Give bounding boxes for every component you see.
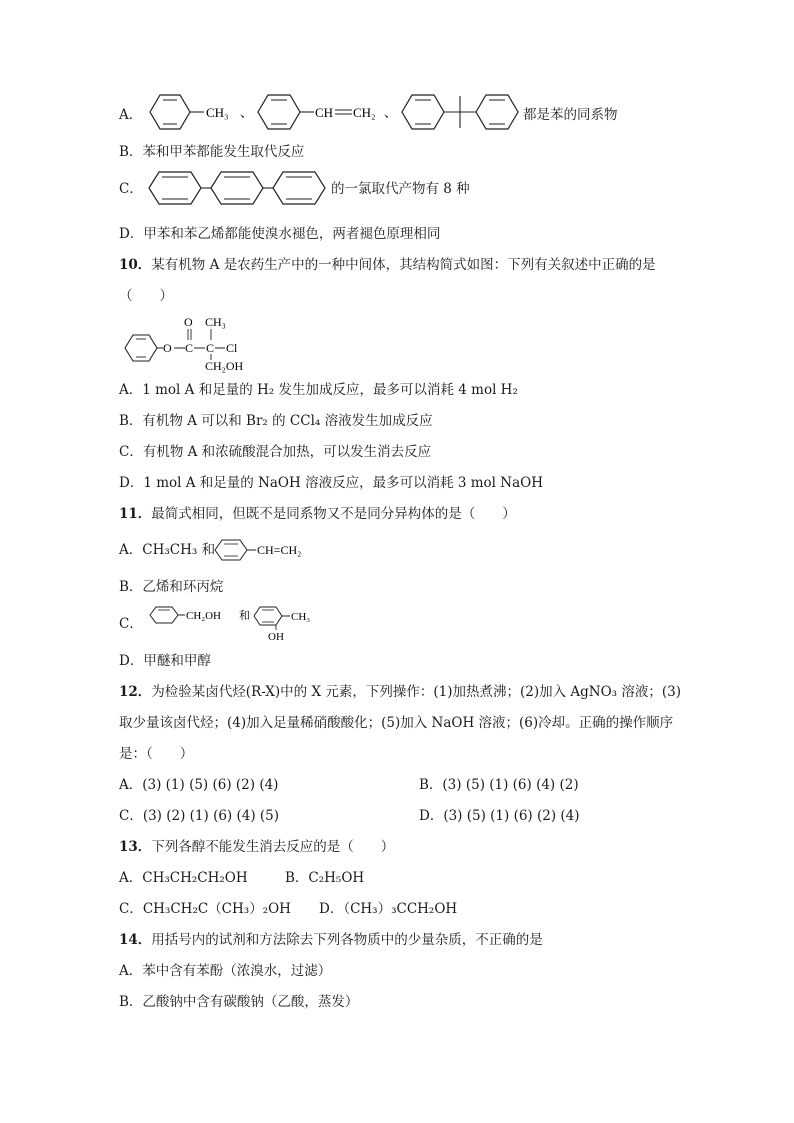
q9-a-sep2: 、	[384, 105, 398, 120]
q11-stem-text: 最简式相同，但既不是同系物又不是同分异构体的是（ ）	[151, 506, 516, 522]
q10-o-top: O	[184, 315, 193, 329]
q12-stem-line1	[119, 682, 681, 702]
benzene-ring-icon	[125, 335, 157, 361]
q13-option-a: A．CH₃CH₂CH₂OH	[119, 870, 248, 886]
q10-ch2oh: CH₂OH	[205, 359, 244, 373]
q10-stem-text: 某有机物 A 是农药生产中的一种中间体，其结构简式如图：下列有关叙述中正确的是	[151, 257, 656, 273]
benzene-ring-icon	[150, 607, 178, 623]
q10-structure	[119, 312, 269, 374]
q11-option-d: D．甲醚和甲醇	[119, 653, 211, 669]
q10-o-link: O	[163, 341, 172, 355]
q10-cl: Cl	[226, 341, 238, 355]
q13-stem	[119, 837, 394, 857]
q13-number: 13．	[119, 839, 152, 855]
q10-number: 10．	[119, 257, 152, 273]
benzene-ring-icon	[258, 95, 300, 129]
q14-number: 14．	[119, 932, 152, 948]
q10-c2: C	[206, 341, 215, 355]
q12-stem-line2: 取少量该卤代烃；(4)加入足量稀硝酸酸化；(5)加入 NaOH 溶液；(6)冷却。正确的操作顺序	[119, 715, 674, 731]
q12-stem-text1: 为检验某卤代烃(R-X)中的 X 元素，下列操作：(1)加热煮沸；(2)加入 AgNO₃ 溶液；(3)	[151, 684, 682, 700]
q9-a-ch: CH	[315, 105, 334, 120]
q14-stem	[119, 930, 543, 950]
q14-stem-text: 用括号内的试剂和方法除去下列各物质中的少量杂质，不正确的是	[151, 932, 543, 948]
q11-c-oh: OH	[268, 631, 284, 642]
q13-option-b: B．C₂H₅OH	[285, 870, 365, 886]
q9-a-sep1: 、	[240, 105, 254, 120]
q9-option-a-label: A．	[119, 107, 143, 123]
q11-option-a-label: A．CH₃CH₃ 和	[119, 542, 216, 558]
q13-stem-text: 下列各醇不能发生消去反应的是（ ）	[151, 839, 395, 855]
q11-stem	[119, 504, 516, 524]
q10-option-c: C．有机物 A 和浓硫酸混合加热，可以发生消去反应	[119, 444, 432, 460]
q12-option-a: A．(3) (1) (5) (6) (2) (4)	[119, 777, 279, 793]
benzene-ring-icon	[215, 540, 247, 560]
q12-option-b: B．(3) (5) (1) (6) (4) (2)	[419, 777, 579, 793]
benzene-ring-icon	[273, 172, 325, 204]
q12-number: 12．	[119, 684, 152, 700]
benzene-ring-icon	[254, 607, 282, 625]
q12-option-d: D．(3) (5) (1) (6) (2) (4)	[419, 808, 580, 824]
q9-a-ch3: CH₃	[206, 105, 229, 120]
q10-stem	[119, 255, 656, 275]
q11-number: 11．	[119, 506, 152, 522]
q11-c-ch3: CH₃	[291, 611, 311, 623]
q10-ch3: CH₃	[205, 315, 226, 329]
q9-option-a-text: 都是苯的同系物	[523, 107, 618, 123]
q10-paren: （ ）	[119, 288, 173, 304]
q14-option-b: B．乙酸钠中含有碳酸钠（乙酸，蒸发）	[119, 994, 359, 1010]
q9-option-c-text: 的一氯取代产物有 8 种	[331, 181, 470, 197]
q10-option-b: B．有机物 A 可以和 Br₂ 的 CCl₄ 溶液发生加成反应	[119, 413, 433, 429]
benzene-ring-icon	[150, 95, 190, 129]
benzene-ring-icon	[402, 95, 444, 129]
q11-option-b: B．乙烯和环丙烷	[119, 579, 224, 595]
q10-c1: C	[185, 341, 194, 355]
q9-option-c-label: C．	[119, 181, 143, 197]
q13-option-c: C．CH₃CH₂C（CH₃）₂OH	[119, 901, 291, 917]
q13-option-d: D．（CH₃）₃CCH₂OH	[319, 901, 458, 917]
q11-a-vinyl: CH=CH₂	[257, 543, 302, 557]
q14-option-a: A．苯中含有苯酚（浓溴水，过滤）	[119, 963, 332, 979]
q9-a-ch2: CH₂	[353, 105, 376, 120]
q11-a-styrene	[212, 538, 322, 564]
benzene-ring-icon	[149, 172, 201, 204]
benzene-ring-icon	[476, 95, 518, 129]
q12-option-c: C．(3) (2) (1) (6) (4) (5)	[119, 808, 280, 824]
q10-option-d: D．1 mol A 和足量的 NaOH 溶液反应，最多可以消耗 3 mol NaOH	[119, 475, 543, 491]
q10-option-a: A．1 mol A 和足量的 H₂ 发生加成反应，最多可以消耗 4 mol H₂	[119, 382, 518, 398]
q9-option-d: D．甲苯和苯乙烯都能使溴水褪色，两者褪色原理相同	[119, 226, 441, 242]
q9-option-b: B．苯和甲苯都能发生取代反应	[119, 144, 305, 160]
q11-option-c-label: C．	[119, 616, 143, 632]
q11-c-structures	[148, 604, 328, 642]
q11-c-ch2oh: CH₂OH	[186, 610, 222, 622]
benzene-ring-icon	[211, 172, 263, 204]
terphenyl-structure	[145, 168, 335, 208]
q11-c-and: 和	[239, 610, 250, 622]
q12-stem-line3: 是：（ ）	[119, 746, 194, 762]
